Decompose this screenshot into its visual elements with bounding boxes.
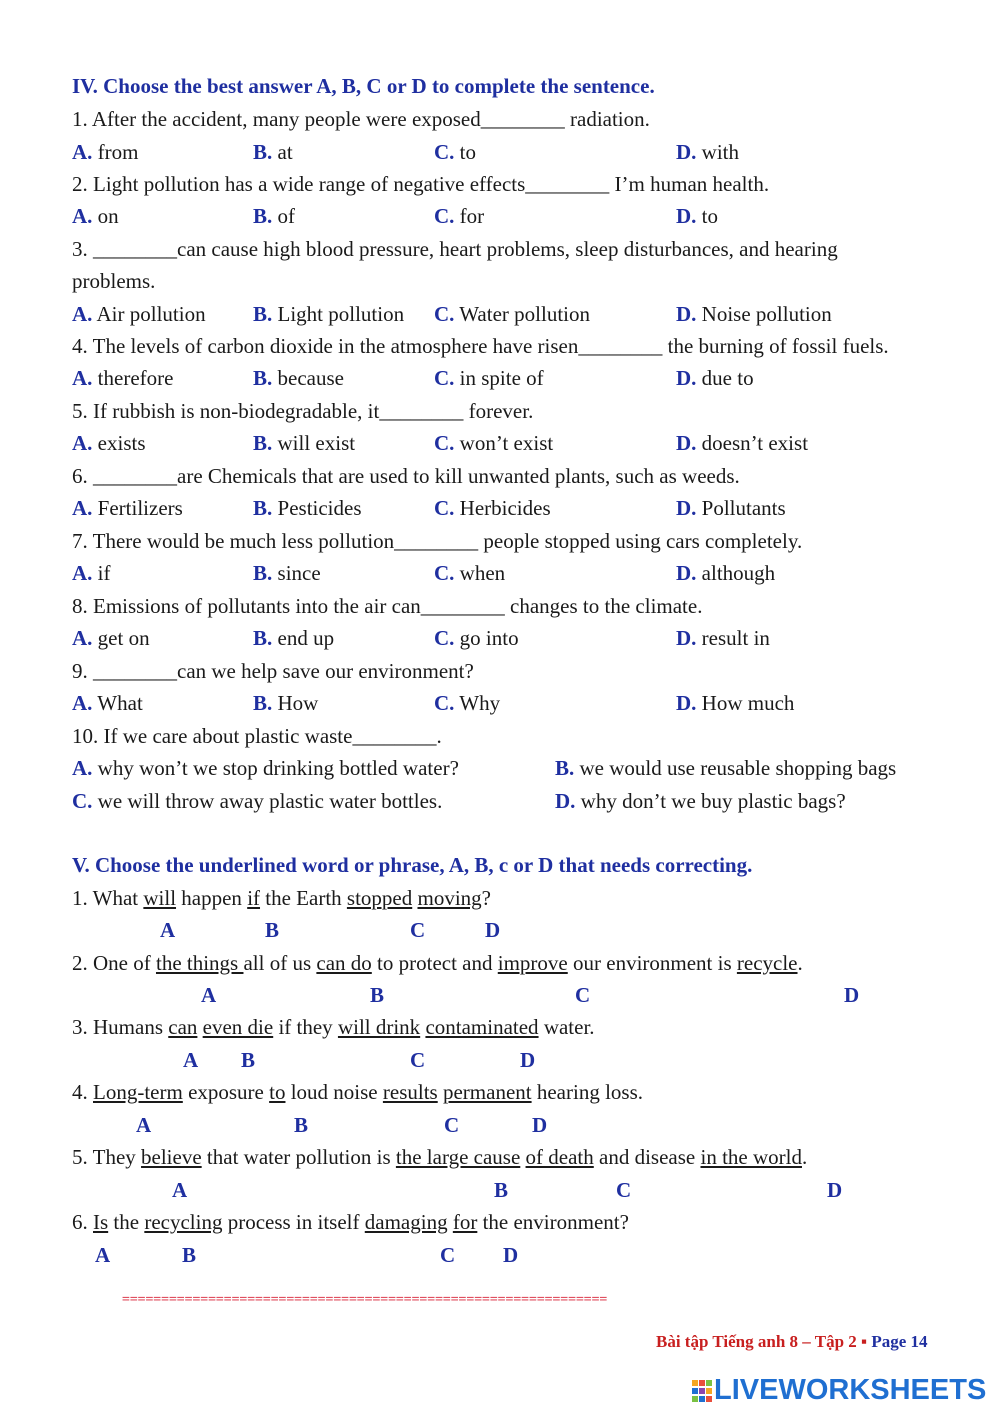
footer-divider: ============================================================== (122, 1292, 608, 1307)
s3-label-c: C (410, 1048, 426, 1072)
q3-option-b[interactable]: B. Light pollution (253, 302, 405, 326)
q4-option-c[interactable]: C. in spite of (434, 366, 544, 390)
q8-option-b[interactable]: B. end up (253, 626, 335, 650)
q5-option-b[interactable]: B. will exist (253, 431, 356, 455)
s6-label-d: D (503, 1243, 519, 1267)
q9-option-d[interactable]: D. How much (676, 691, 795, 715)
s5-label-b: B (494, 1178, 509, 1202)
s6-label-a: A (95, 1243, 111, 1267)
s5-label-d: D (827, 1178, 843, 1202)
q9-option-b[interactable]: B. How (253, 691, 319, 715)
s6-label-b: B (182, 1243, 197, 1267)
question-3-line-2: problems. (72, 269, 156, 293)
liveworksheets-logo: LIVEWORKSHEETS (692, 1374, 986, 1407)
q1-option-c[interactable]: C. to (434, 140, 477, 164)
section-4-heading: IV. Choose the best answer A, B, C or D to complete the sentence. (72, 74, 655, 98)
question-6: 6. ________are Chemicals that are used to kill unwanted plants, such as weeds. (72, 464, 740, 488)
q8-option-d[interactable]: D. result in (676, 626, 770, 650)
s3-label-b: B (241, 1048, 256, 1072)
s1-part-a[interactable]: will (143, 886, 177, 910)
q4-option-b[interactable]: B. because (253, 366, 344, 390)
s4-part-a[interactable]: Long-term (93, 1080, 183, 1104)
q6-option-b[interactable]: B. Pesticides (253, 496, 362, 520)
question-7: 7. There would be much less pollution________ people stopped using cars completely. (72, 529, 803, 553)
s3-part-b[interactable]: even die (202, 1015, 274, 1039)
question-2: 2. Light pollution has a wide range of negative effects________ I’m human health. (72, 172, 770, 196)
s2-part-a[interactable]: the things (155, 951, 244, 975)
s4-label-b: B (294, 1113, 309, 1137)
s2-part-c[interactable]: improve (497, 951, 568, 975)
s4-label-a: A (136, 1113, 152, 1137)
error-sentence-2: 2. One of the things all of us can do to protect and improve our environment is recycle. (72, 951, 803, 975)
s1-label-a: A (160, 918, 176, 942)
error-sentence-1: 1. What will happen if the Earth stopped moving? (72, 886, 491, 910)
s5-label-c: C (616, 1178, 632, 1202)
question-10: 10. If we care about plastic waste________. (72, 724, 442, 748)
s4-part-d[interactable]: permanent (442, 1080, 532, 1104)
q6-option-d[interactable]: D. Pollutants (676, 496, 786, 520)
s1-label-d: D (485, 918, 501, 942)
error-sentence-5: 5. They believe that water pollution is the large cause of death and disease in the world. (72, 1145, 808, 1169)
s6-part-a[interactable]: Is (93, 1210, 109, 1234)
question-4: 4. The levels of carbon dioxide in the atmosphere have risen________ the burning of fossil fuels. (72, 334, 889, 358)
q6-option-a[interactable]: A. Fertilizers (72, 496, 183, 520)
question-1: 1. After the accident, many people were exposed________ radiation. (72, 107, 650, 131)
q3-option-c[interactable]: C. Water pollution (434, 302, 590, 326)
q3-option-d[interactable]: D. Noise pollution (676, 302, 832, 326)
s6-part-b[interactable]: recycling (144, 1210, 223, 1234)
q3-option-a[interactable]: A. Air pollution (72, 302, 206, 326)
q1-option-b[interactable]: B. at (253, 140, 293, 164)
q2-option-c[interactable]: C. for (434, 204, 485, 228)
question-9: 9. ________can we help save our environment? (72, 659, 474, 683)
q8-option-a[interactable]: A. get on (72, 626, 150, 650)
q10-option-b[interactable]: B. we would use reusable shopping bags (555, 756, 897, 780)
q2-option-b[interactable]: B. of (253, 204, 296, 228)
q6-option-c[interactable]: C. Herbicides (434, 496, 551, 520)
s3-part-c[interactable]: will drink (337, 1015, 421, 1039)
s2-part-d[interactable]: recycle (736, 951, 798, 975)
q2-option-a[interactable]: A. on (72, 204, 119, 228)
q1-option-a[interactable]: A. from (72, 140, 139, 164)
s3-part-d[interactable]: contaminated (425, 1015, 539, 1039)
s3-label-a: A (183, 1048, 199, 1072)
s2-label-d: D (844, 983, 860, 1007)
q9-option-a[interactable]: A. What (72, 691, 143, 715)
question-5: 5. If rubbish is non-biodegradable, it________ forever. (72, 399, 534, 423)
q10-option-c[interactable]: C. we will throw away plastic water bottles. (72, 789, 443, 813)
s1-part-c[interactable]: stopped (346, 886, 413, 910)
s1-part-b[interactable]: if (247, 886, 261, 910)
question-3-line-1: 3. ________can cause high blood pressure, heart problems, sleep disturbances, and hearing (72, 237, 838, 261)
liveworksheets-grid-icon (692, 1380, 712, 1402)
s5-part-b[interactable]: the large cause (395, 1145, 521, 1169)
s1-part-d[interactable]: moving (417, 886, 482, 910)
section-5-heading: V. Choose the underlined word or phrase, A, B, c or D that needs correcting. (72, 853, 753, 877)
s4-label-d: D (532, 1113, 548, 1137)
error-sentence-3: 3. Humans can even die if they will drink contaminated water. (72, 1015, 595, 1039)
q10-option-a[interactable]: A. why won’t we stop drinking bottled water? (72, 756, 459, 780)
s2-part-b[interactable]: can do (316, 951, 372, 975)
s4-part-c[interactable]: results (382, 1080, 438, 1104)
s2-label-c: C (575, 983, 591, 1007)
q7-option-b[interactable]: B. since (253, 561, 321, 585)
q2-option-d[interactable]: D. to (676, 204, 719, 228)
s5-part-a[interactable]: believe (141, 1145, 202, 1169)
s3-label-d: D (520, 1048, 536, 1072)
error-sentence-6: 6. Is the recycling process in itself damaging for the environment? (72, 1210, 629, 1234)
footer-book-title: Bài tập Tiếng anh 8 – Tập 2 ▪ Page 14 (656, 1332, 928, 1351)
q8-option-c[interactable]: C. go into (434, 626, 519, 650)
s4-part-b[interactable]: to (269, 1080, 286, 1104)
s1-label-c: C (410, 918, 426, 942)
s2-label-a: A (201, 983, 217, 1007)
s3-part-a[interactable]: can (168, 1015, 198, 1039)
s5-part-d[interactable]: in the world (700, 1145, 802, 1169)
s6-label-c: C (440, 1243, 456, 1267)
q7-option-d[interactable]: D. although (676, 561, 776, 585)
s4-label-c: C (444, 1113, 460, 1137)
s6-part-d[interactable]: for (452, 1210, 478, 1234)
q4-option-d[interactable]: D. due to (676, 366, 754, 390)
q5-option-c[interactable]: C. won’t exist (434, 431, 554, 455)
s5-part-c[interactable]: of death (525, 1145, 594, 1169)
error-sentence-4: 4. Long-term exposure to loud noise results permanent hearing loss. (72, 1080, 643, 1104)
s5-label-a: A (172, 1178, 188, 1202)
q4-option-a[interactable]: A. therefore (72, 366, 174, 390)
s2-label-b: B (370, 983, 385, 1007)
q7-option-a[interactable]: A. if (72, 561, 111, 585)
q5-option-d[interactable]: D. doesn’t exist (676, 431, 809, 455)
page-number: Page 14 (871, 1332, 928, 1351)
s1-label-b: B (265, 918, 280, 942)
question-8: 8. Emissions of pollutants into the air can________ changes to the climate. (72, 594, 703, 618)
q9-option-c[interactable]: C. Why (434, 691, 501, 715)
q10-option-d[interactable]: D. why don’t we buy plastic bags? (555, 789, 846, 813)
s6-part-c[interactable]: damaging (364, 1210, 448, 1234)
q7-option-c[interactable]: C. when (434, 561, 506, 585)
q1-option-d[interactable]: D. with (676, 140, 740, 164)
q5-option-a[interactable]: A. exists (72, 431, 146, 455)
